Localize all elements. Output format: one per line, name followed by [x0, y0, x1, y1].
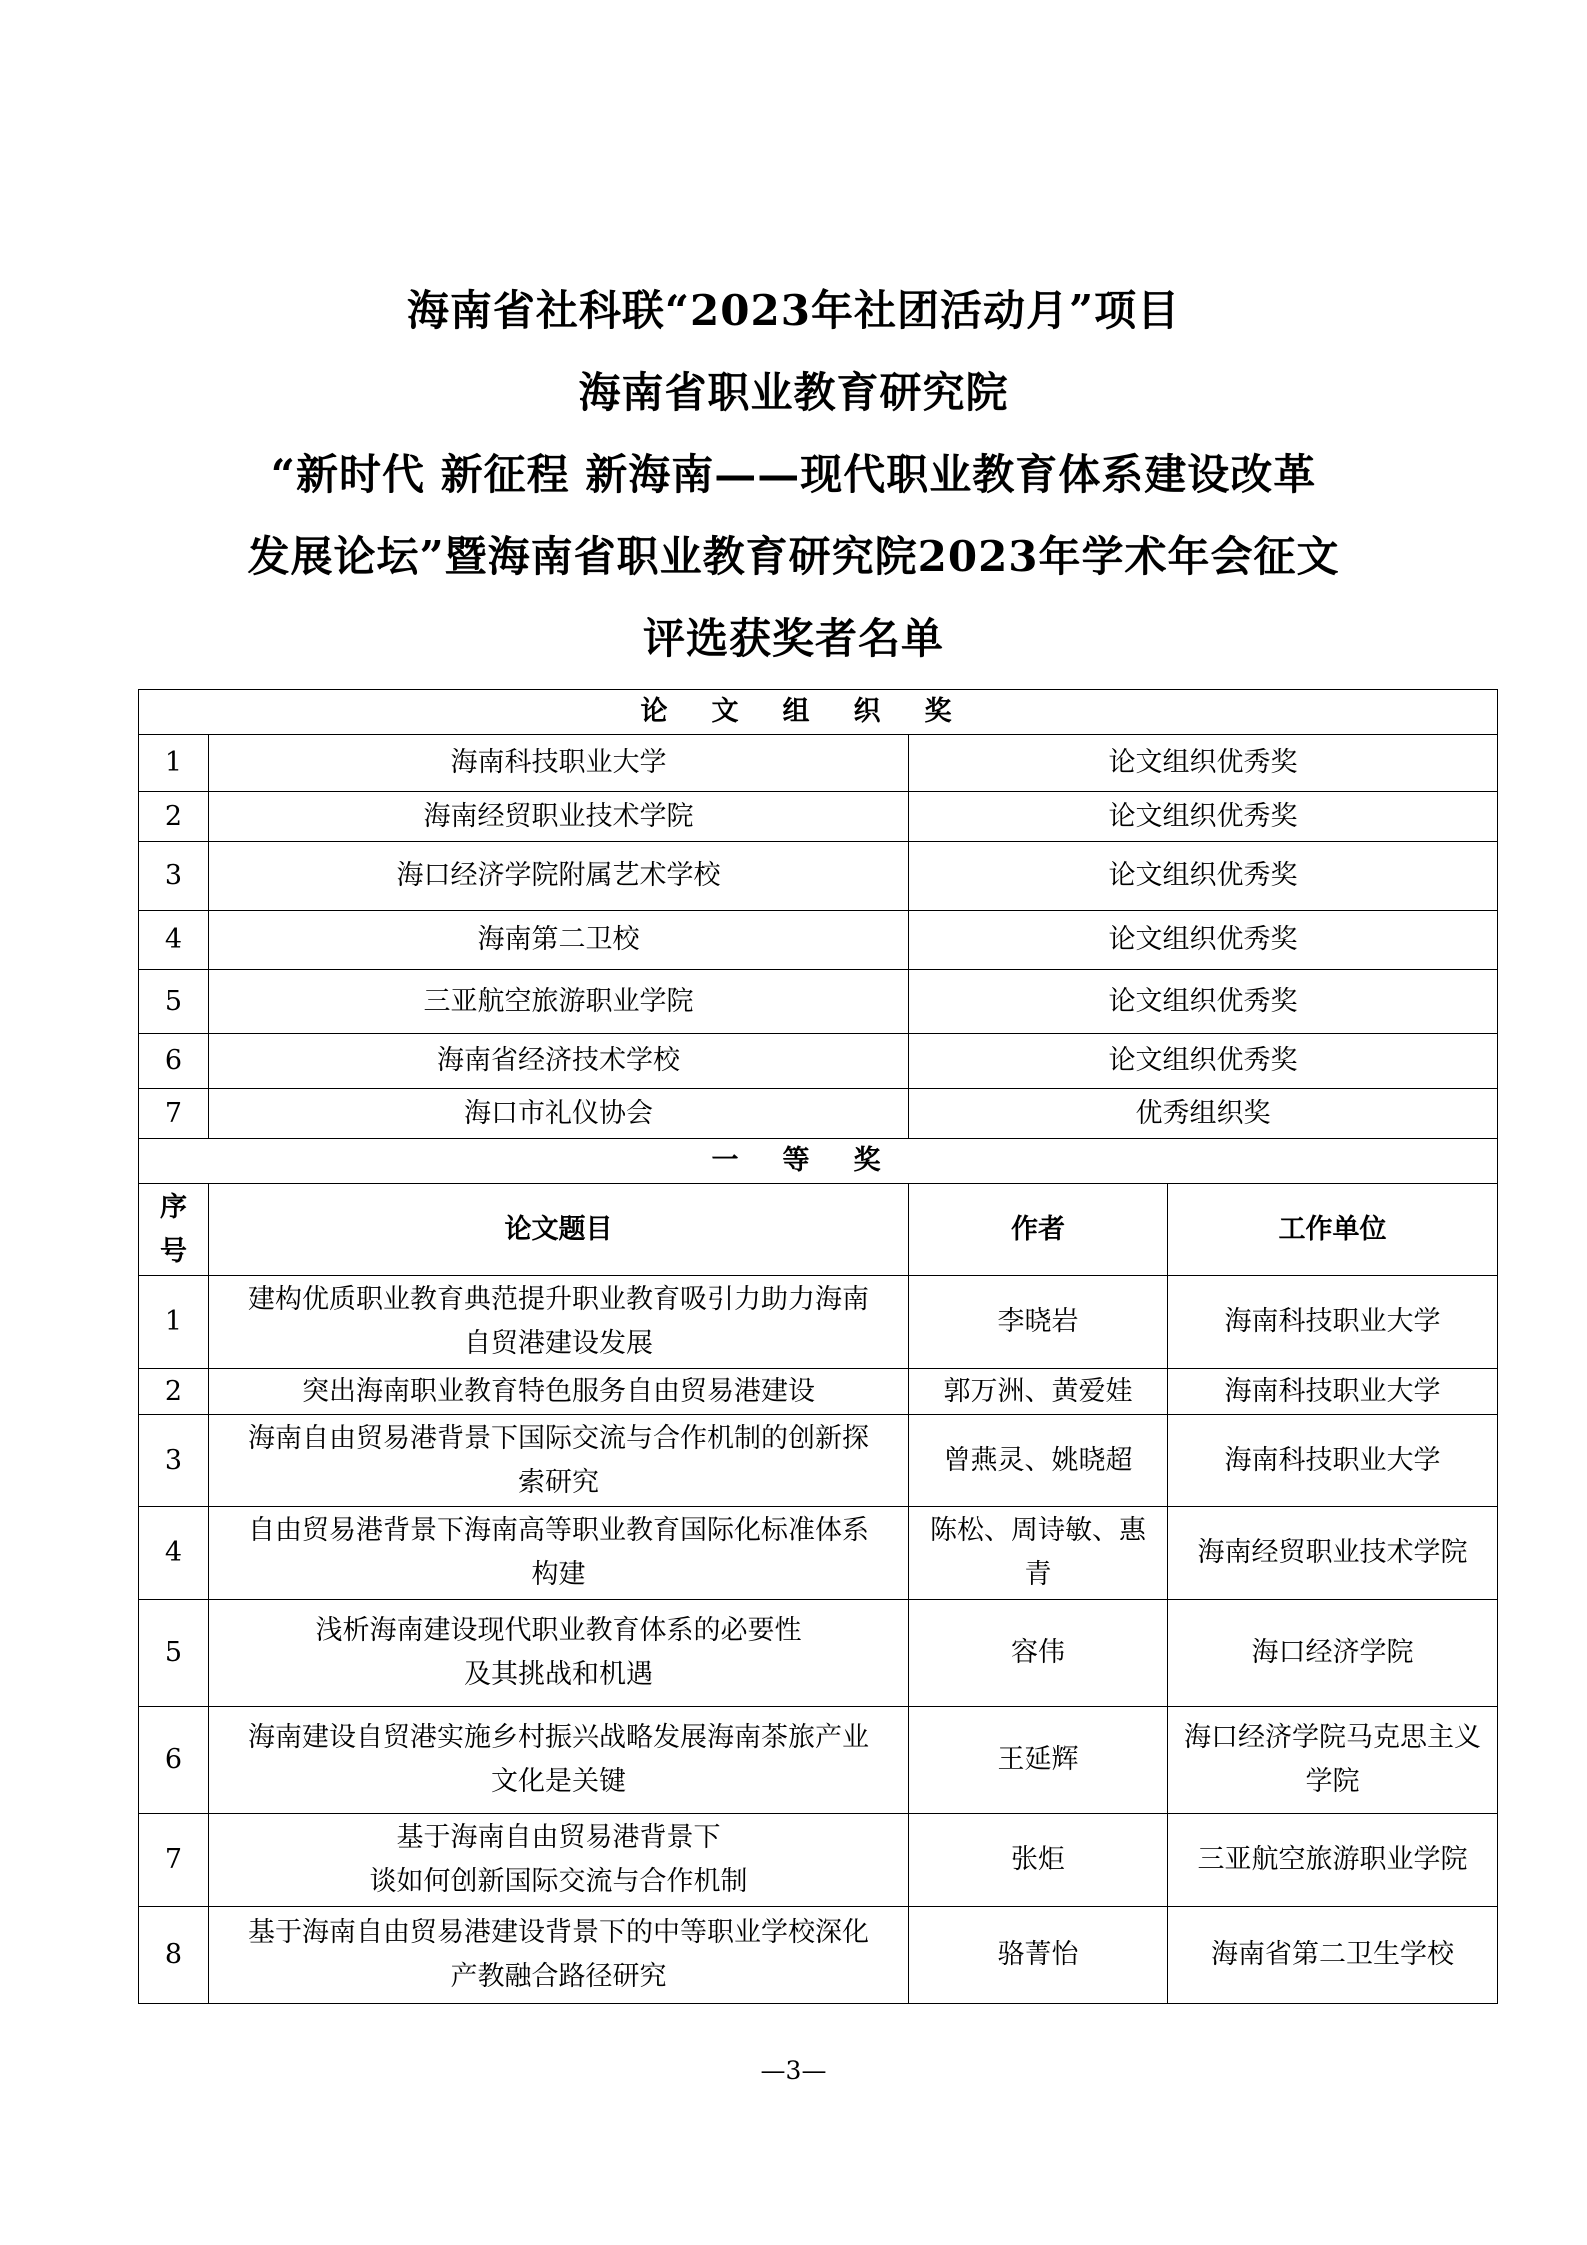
prize-row-unit	[1168, 1707, 1498, 1814]
org-row	[139, 970, 1498, 1034]
org-row-unit: 海口市礼仪协会	[209, 1089, 909, 1139]
prize-row-title-line-2: 谈如何创新国际交流与合作机制	[369, 1866, 748, 1897]
prize-row-no: 4	[139, 1507, 209, 1600]
prize-row-author-line-2: 青	[1024, 1559, 1052, 1590]
prize-row-author	[909, 1507, 1168, 1600]
prize-row-no: 5	[139, 1600, 209, 1707]
prize-row-title	[209, 1415, 909, 1507]
org-row-no: 5	[139, 970, 209, 1034]
prize-row-unit-line-2: 学院	[1305, 1766, 1360, 1797]
org-row-no: 2	[139, 792, 209, 842]
org-section-header-row	[139, 690, 1498, 735]
org-section-title: 论文组织奖	[139, 690, 1498, 735]
header-title: 论文题目	[209, 1184, 909, 1276]
prize-row-unit-line-1: 海口经济学院	[1251, 1637, 1414, 1668]
prize-row-title-line-1: 浅析海南建设现代职业教育体系的必要性	[315, 1615, 802, 1646]
page-number: —3—	[760, 2056, 827, 2085]
title-line-4: 发展论坛”暨海南省职业教育研究院2023年学术年会征文	[247, 532, 1340, 581]
prize-row-title-line-2: 及其挑战和机遇	[464, 1659, 653, 1690]
prize-row-title-line-2: 构建	[531, 1559, 586, 1590]
prize-row-title	[209, 1600, 909, 1707]
prize-row-title-line-2: 产教融合路径研究	[450, 1961, 667, 1992]
first-prize-title: 一等奖	[139, 1139, 1498, 1184]
org-row-unit: 三亚航空旅游职业学院	[209, 970, 909, 1034]
prize-row-author-line-1: 容伟	[1011, 1637, 1065, 1668]
prize-row	[139, 1369, 1498, 1415]
title-line-1: 海南省社科联“2023年社团活动月”项目	[406, 286, 1181, 335]
document-titles	[0, 270, 1587, 680]
org-row-award: 论文组织优秀奖	[909, 842, 1498, 911]
prize-row-author-line-1: 郭万洲、黄爱娃	[943, 1375, 1133, 1407]
prize-row-author	[909, 1415, 1168, 1507]
org-row-no: 7	[139, 1089, 209, 1139]
prize-row-title-line-1: 突出海南职业教育特色服务自由贸易港建设	[302, 1375, 815, 1407]
prize-row-author-line-1: 骆菁怡	[997, 1939, 1079, 1970]
prize-row-title	[209, 1507, 909, 1600]
org-row-award: 优秀组织奖	[909, 1089, 1498, 1139]
prize-row-unit	[1168, 1907, 1498, 2004]
prize-row	[139, 1600, 1498, 1707]
prize-row-title-line-1: 海南自由贸易港背景下国际交流与合作机制的创新探	[248, 1422, 869, 1454]
prize-row-author-line-1: 张炬	[1011, 1844, 1065, 1875]
prize-row-title	[209, 1707, 909, 1814]
org-row	[139, 735, 1498, 792]
prize-row-unit-line-1: 海南经贸职业技术学院	[1197, 1537, 1468, 1568]
prize-row-no: 6	[139, 1707, 209, 1814]
org-row-award: 论文组织优秀奖	[909, 1034, 1498, 1089]
prize-row-unit-line-1: 海南科技职业大学	[1224, 1444, 1441, 1476]
header-seq-line-1: 序	[160, 1191, 187, 1223]
prize-row-author	[909, 1814, 1168, 1907]
org-row-award: 论文组织优秀奖	[909, 792, 1498, 842]
org-row	[139, 1089, 1498, 1139]
org-row	[139, 842, 1498, 911]
prize-row-author-line-1: 曾燕灵、姚晓超	[943, 1444, 1133, 1476]
title-line-3: “新时代 新征程 新海南——现代职业教育体系建设改革	[270, 450, 1317, 499]
org-row-unit: 海南省经济技术学校	[209, 1034, 909, 1089]
org-row-no: 4	[139, 911, 209, 970]
org-row-no: 3	[139, 842, 209, 911]
awards-table	[138, 689, 1498, 2004]
prize-row-no: 7	[139, 1814, 209, 1907]
prize-row	[139, 1415, 1498, 1507]
prize-row	[139, 1707, 1498, 1814]
prize-row-author	[909, 1907, 1168, 2004]
org-row-no: 6	[139, 1034, 209, 1089]
org-row	[139, 1034, 1498, 1089]
prize-row-title-line-2: 自贸港建设发展	[464, 1328, 653, 1359]
prize-row-author	[909, 1369, 1168, 1415]
prize-row-title	[209, 1814, 909, 1907]
prize-row-author	[909, 1276, 1168, 1369]
prize-row-author-line-1: 李晓岩	[997, 1306, 1079, 1337]
first-prize-column-headers	[139, 1184, 1498, 1276]
prize-row-unit	[1168, 1369, 1498, 1415]
prize-row-title-line-1: 建构优质职业教育典范提升职业教育吸引力助力海南	[248, 1284, 869, 1315]
prize-row-unit	[1168, 1507, 1498, 1600]
org-row-unit: 海南科技职业大学	[209, 735, 909, 792]
prize-row-no: 1	[139, 1276, 209, 1369]
prize-row-author-line-1: 王延辉	[997, 1744, 1079, 1775]
prize-row-title-line-1: 海南建设自贸港实施乡村振兴战略发展海南茶旅产业	[248, 1722, 869, 1753]
prize-row-title-line-2: 索研究	[518, 1466, 599, 1498]
org-row	[139, 792, 1498, 842]
prize-row	[139, 1507, 1498, 1600]
prize-row-title-line-1: 自由贸易港背景下海南高等职业教育国际化标准体系	[248, 1515, 869, 1546]
org-row-unit: 海口经济学院附属艺术学校	[209, 842, 909, 911]
prize-row-no: 2	[139, 1369, 209, 1415]
prize-row-title-line-1: 基于海南自由贸易港建设背景下的中等职业学校深化	[248, 1917, 869, 1948]
org-row-unit: 海南经贸职业技术学院	[209, 792, 909, 842]
prize-row-title	[209, 1907, 909, 2004]
prize-row-unit	[1168, 1415, 1498, 1507]
title-line-2: 海南省职业教育研究院	[578, 368, 1009, 417]
prize-row-author-line-1: 陈松、周诗敏、惠	[930, 1515, 1146, 1546]
prize-row-unit-line-1: 海南科技职业大学	[1224, 1375, 1441, 1407]
prize-row-unit-line-1: 三亚航空旅游职业学院	[1197, 1844, 1468, 1875]
org-row-award: 论文组织优秀奖	[909, 970, 1498, 1034]
header-author: 作者	[909, 1184, 1168, 1276]
title-line-5: 评选获奖者名单	[642, 614, 944, 663]
prize-row-author	[909, 1600, 1168, 1707]
prize-row-unit-line-1: 海南科技职业大学	[1224, 1306, 1441, 1337]
org-row-award: 论文组织优秀奖	[909, 911, 1498, 970]
prize-row-unit-line-1: 海南省第二卫生学校	[1211, 1939, 1454, 1970]
prize-row-title	[209, 1369, 909, 1415]
prize-row	[139, 1276, 1498, 1369]
first-prize-header-row	[139, 1139, 1498, 1184]
prize-row	[139, 1814, 1498, 1907]
prize-row-title	[209, 1276, 909, 1369]
org-row-no: 1	[139, 735, 209, 792]
prize-row-title-line-2: 文化是关键	[491, 1766, 626, 1797]
org-row-unit: 海南第二卫校	[209, 911, 909, 970]
prize-row-unit-line-1: 海口经济学院马克思主义	[1184, 1722, 1481, 1753]
prize-row-unit	[1168, 1600, 1498, 1707]
prize-row-no: 8	[139, 1907, 209, 2004]
prize-row-author	[909, 1707, 1168, 1814]
prize-row-unit	[1168, 1276, 1498, 1369]
prize-row	[139, 1907, 1498, 2004]
org-row	[139, 911, 1498, 970]
prize-row-no: 3	[139, 1415, 209, 1507]
header-seq	[139, 1184, 209, 1276]
org-row-award: 论文组织优秀奖	[909, 735, 1498, 792]
header-unit: 工作单位	[1168, 1184, 1498, 1276]
header-seq-line-2: 号	[160, 1235, 187, 1267]
prize-row-unit	[1168, 1814, 1498, 1907]
prize-row-title-line-1: 基于海南自由贸易港背景下	[396, 1822, 721, 1853]
